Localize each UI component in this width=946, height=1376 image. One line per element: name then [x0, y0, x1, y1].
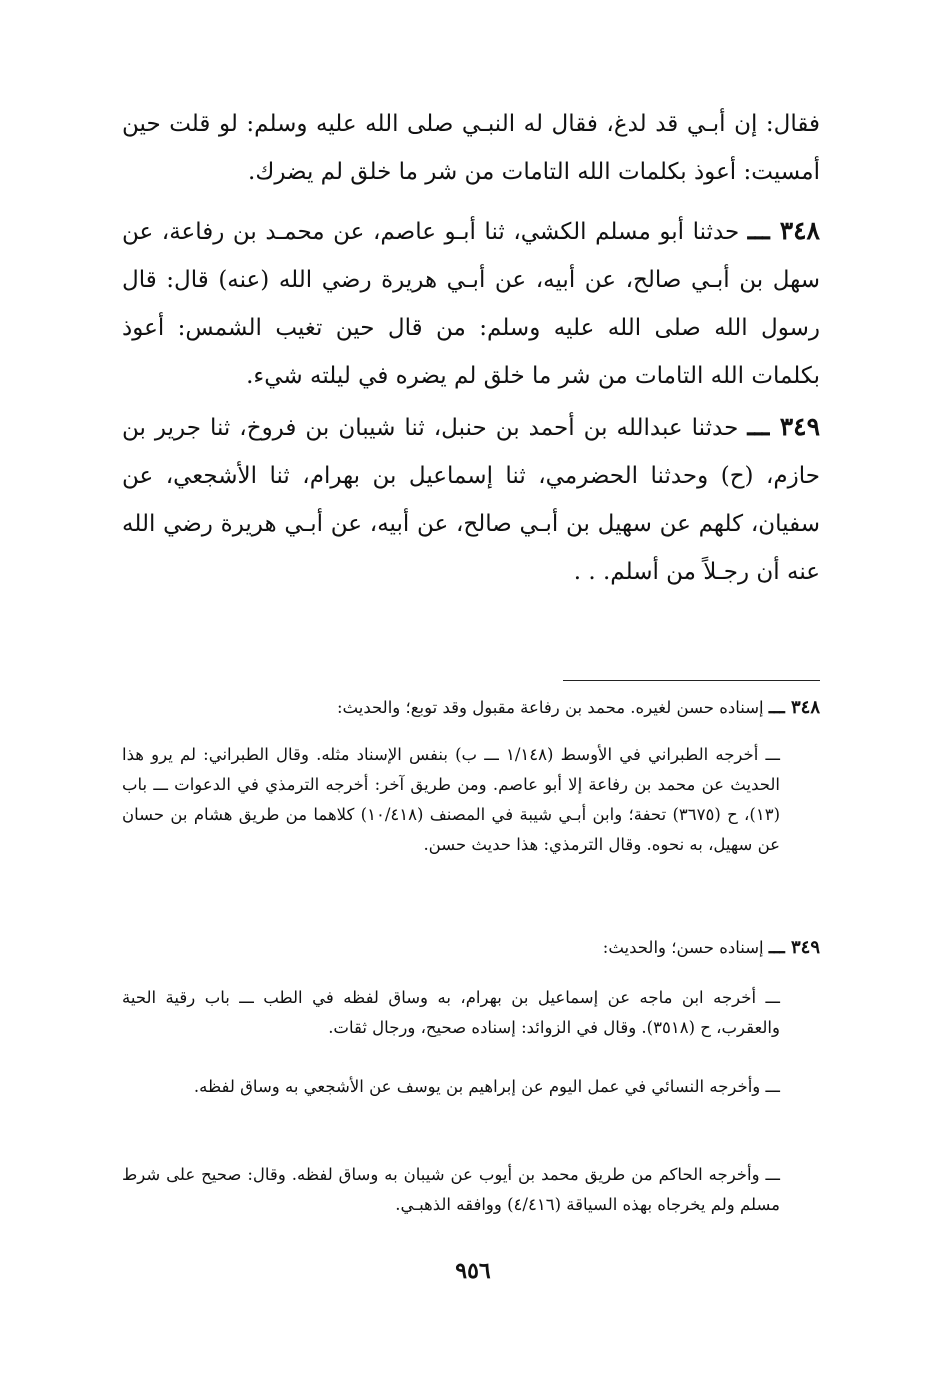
- page-number: ٩٥٦: [455, 1258, 491, 1284]
- footnote-text: ـــ وأخرجه النسائي في عمل اليوم عن إبراهيم بن يوسف عن الأشجعي به وساق لفظه.: [193, 1077, 780, 1096]
- footnote-349-item-2: [122, 1072, 780, 1102]
- footnote-number: ٣٤٩ ـــ: [768, 937, 820, 958]
- footnote-text: ـــ أخرجه ابن ماجه عن إسماعيل بن بهرام، به وساق لفظه في الطب ـــ باب رقية الحية والعقرب، ح (٣٥١٨). وقال في الزوائد: إسناده صحيح، ورجال ثقات.: [122, 988, 780, 1037]
- paragraph-text: فقال: إن أبـي قد لدغ، فقال له النبـي صلى الله عليه وسلم: لو قلت حين أمسيت: أعوذ بكلمات الله التامات من شر ما خلق لم يضرك.: [122, 111, 820, 185]
- footnote-349-item-1: [122, 983, 780, 1043]
- hadith-348: [122, 207, 820, 400]
- hadith-349: [122, 403, 820, 596]
- footnote-heading-text: إسناده حسن لغيره. محمد بن رفاعة مقبول وقد توبع؛ والحديث:: [337, 698, 764, 717]
- footnote-349-item-3: [122, 1160, 780, 1220]
- hadith-number: ٣٤٩ ـــ: [747, 412, 821, 441]
- hadith-text: حدثنا أبو مسلم الكشي، ثنا أبـو عاصم، عن محمـد بن رفاعة، عن سهل بن أبـي صالح، عن أبيه، عن أبـي هريرة رضي الله (عنه) قال: قال رسول الله صلى الله عليه وسلم: من قال حين تغيب الشمس: أعوذ بكلمات الله التامات من شر ما خلق لم يضره في ليلته شيء.: [122, 219, 820, 389]
- footnote-text: ـــ وأخرجه الحاكم من طريق محمد بن أيوب عن شيبان به وساق لفظه. وقال: صحيح على شرط مسلم ولم يخرجاه بهذه السياقة (٤/٤١٦) ووافقه الذهبـي.: [122, 1165, 780, 1214]
- hadith-number: ٣٤٨ ـــ: [747, 216, 820, 245]
- footnote-number: ٣٤٨ ـــ: [768, 697, 820, 718]
- footnote-text: ـــ أخرجه الطبراني في الأوسط (١/١٤٨ ـــ ب) بنفس الإسناد مثله. وقال الطبراني: لم يرو هذا الحديث عن محمد بن رفاعة إلا أبو عاصم. ومن طريق آخر: أخرجه الترمذي في الدعوات ـــ باب (١٣)، ح (٣٦٧٥) تحفة؛ وابن أبـي شيبة في المصنف (١٠/٤١٨) كلاهما من طريق هشام بن حسان عن سهيل، به نحوه. وقال الترمذي: هذا حديث حسن.: [122, 745, 780, 854]
- footnote-348-heading: [120, 693, 820, 723]
- footnote-348-body: [122, 740, 780, 860]
- footnote-heading-text: إسناده حسن؛ والحديث:: [602, 938, 764, 957]
- footnote-349-heading: [120, 933, 820, 963]
- paragraph-continuation: [122, 100, 820, 196]
- hadith-text: حدثنا عبدالله بن أحمد بن حنبل، ثنا شيبان بن فروخ، ثنا جرير بن حازم، (ح) وحدثنا الحضرمي، ثنا إسماعيل بن بهرام، ثنا الأشجعي، عن سفيان، كلهم عن سهيل بن أبـي صالح، عن أبيه، عن أبـي هريرة رضي الله عنه أن رجـلاً من أسلم. . .: [122, 415, 820, 585]
- footnote-separator: [563, 680, 820, 681]
